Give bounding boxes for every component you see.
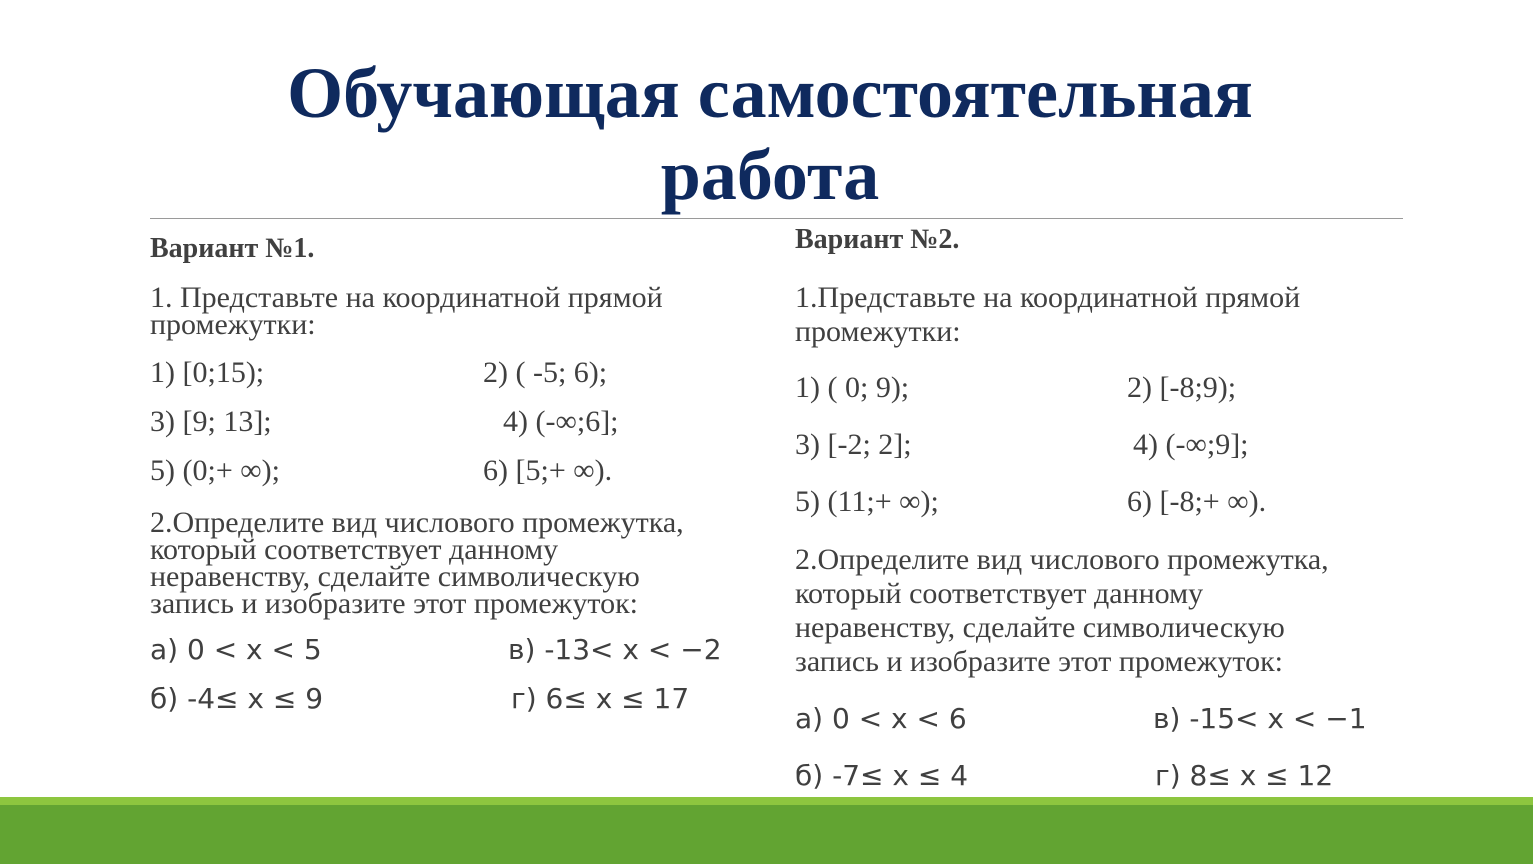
footer-band-highlight: [0, 797, 1533, 805]
variant1-ineq-a: а) 0 < x < 5: [150, 633, 322, 666]
variant2-ineq-b: б) -7≤ x ≤ 4: [795, 759, 969, 792]
title-line-1: Обучающая самостоятельная: [287, 53, 1253, 133]
variant2-ineq-g: г) 8≤ x ≤ 12: [1155, 759, 1334, 792]
variant1-item-3: 3) [9; 13];: [150, 405, 272, 438]
variant2-task2-line4: запись и изобразите этот промежуток:: [795, 645, 1284, 678]
variant2-item-6: 6) [-8;+ ∞).: [1127, 485, 1267, 518]
variant1-item-2: 2) ( -5; 6);: [483, 356, 608, 389]
variant2-heading: Вариант №2.: [795, 224, 960, 255]
variant2-item-3: 3) [-2; 2];: [795, 428, 912, 461]
footer-band: [0, 805, 1533, 864]
variant1-task2-line1: 2.Определите вид числового промежутка,: [150, 506, 684, 539]
variant1-task1-line2: промежутки:: [150, 308, 316, 341]
variant2-ineq-a: а) 0 < x < 6: [795, 702, 967, 735]
variant1-item-4: 4) (-∞;6];: [503, 405, 619, 438]
variant1-ineq-b: б) -4≤ x ≤ 9: [150, 682, 324, 715]
variant2-task1-line1: 1.Представьте на координатной прямой: [795, 281, 1301, 314]
variant2-item-2: 2) [-8;9);: [1127, 371, 1237, 404]
variant1-item-5: 5) (0;+ ∞);: [150, 454, 280, 487]
variant2-task1-line2: промежутки:: [795, 315, 961, 348]
variant1-ineq-g: г) 6≤ x ≤ 17: [511, 682, 690, 715]
variant1-item-6: 6) [5;+ ∞).: [483, 454, 613, 487]
variant2-item-5: 5) (11;+ ∞);: [795, 485, 939, 518]
variant2-task2-line1: 2.Определите вид числового промежутка,: [795, 543, 1329, 576]
slide-title: [150, 52, 1390, 216]
variant1-task2-line2: который соответствует данному: [150, 533, 559, 566]
variant1-task2-line3: неравенству, сделайте символическую: [150, 560, 640, 593]
variant1-heading: Вариант №1.: [150, 233, 315, 264]
variant2-task2-line2: который соответствует данному: [795, 577, 1204, 610]
title-divider: [150, 218, 1403, 219]
title-line-2: работа: [660, 135, 880, 215]
variant2-item-1: 1) ( 0; 9);: [795, 371, 910, 404]
variant2-task2-line3: неравенству, сделайте символическую: [795, 611, 1285, 644]
variant2-ineq-v: в) -15< x < −1: [1153, 702, 1367, 735]
variant1-ineq-v: в) -13< x < −2: [508, 633, 722, 666]
variant1-task2-line4: запись и изобразите этот промежуток:: [150, 587, 639, 620]
variant1-item-1: 1) [0;15);: [150, 356, 265, 389]
variant1-task1-line1: 1. Представьте на координатной прямой: [150, 281, 663, 314]
variant2-item-4: 4) (-∞;9];: [1133, 428, 1249, 461]
